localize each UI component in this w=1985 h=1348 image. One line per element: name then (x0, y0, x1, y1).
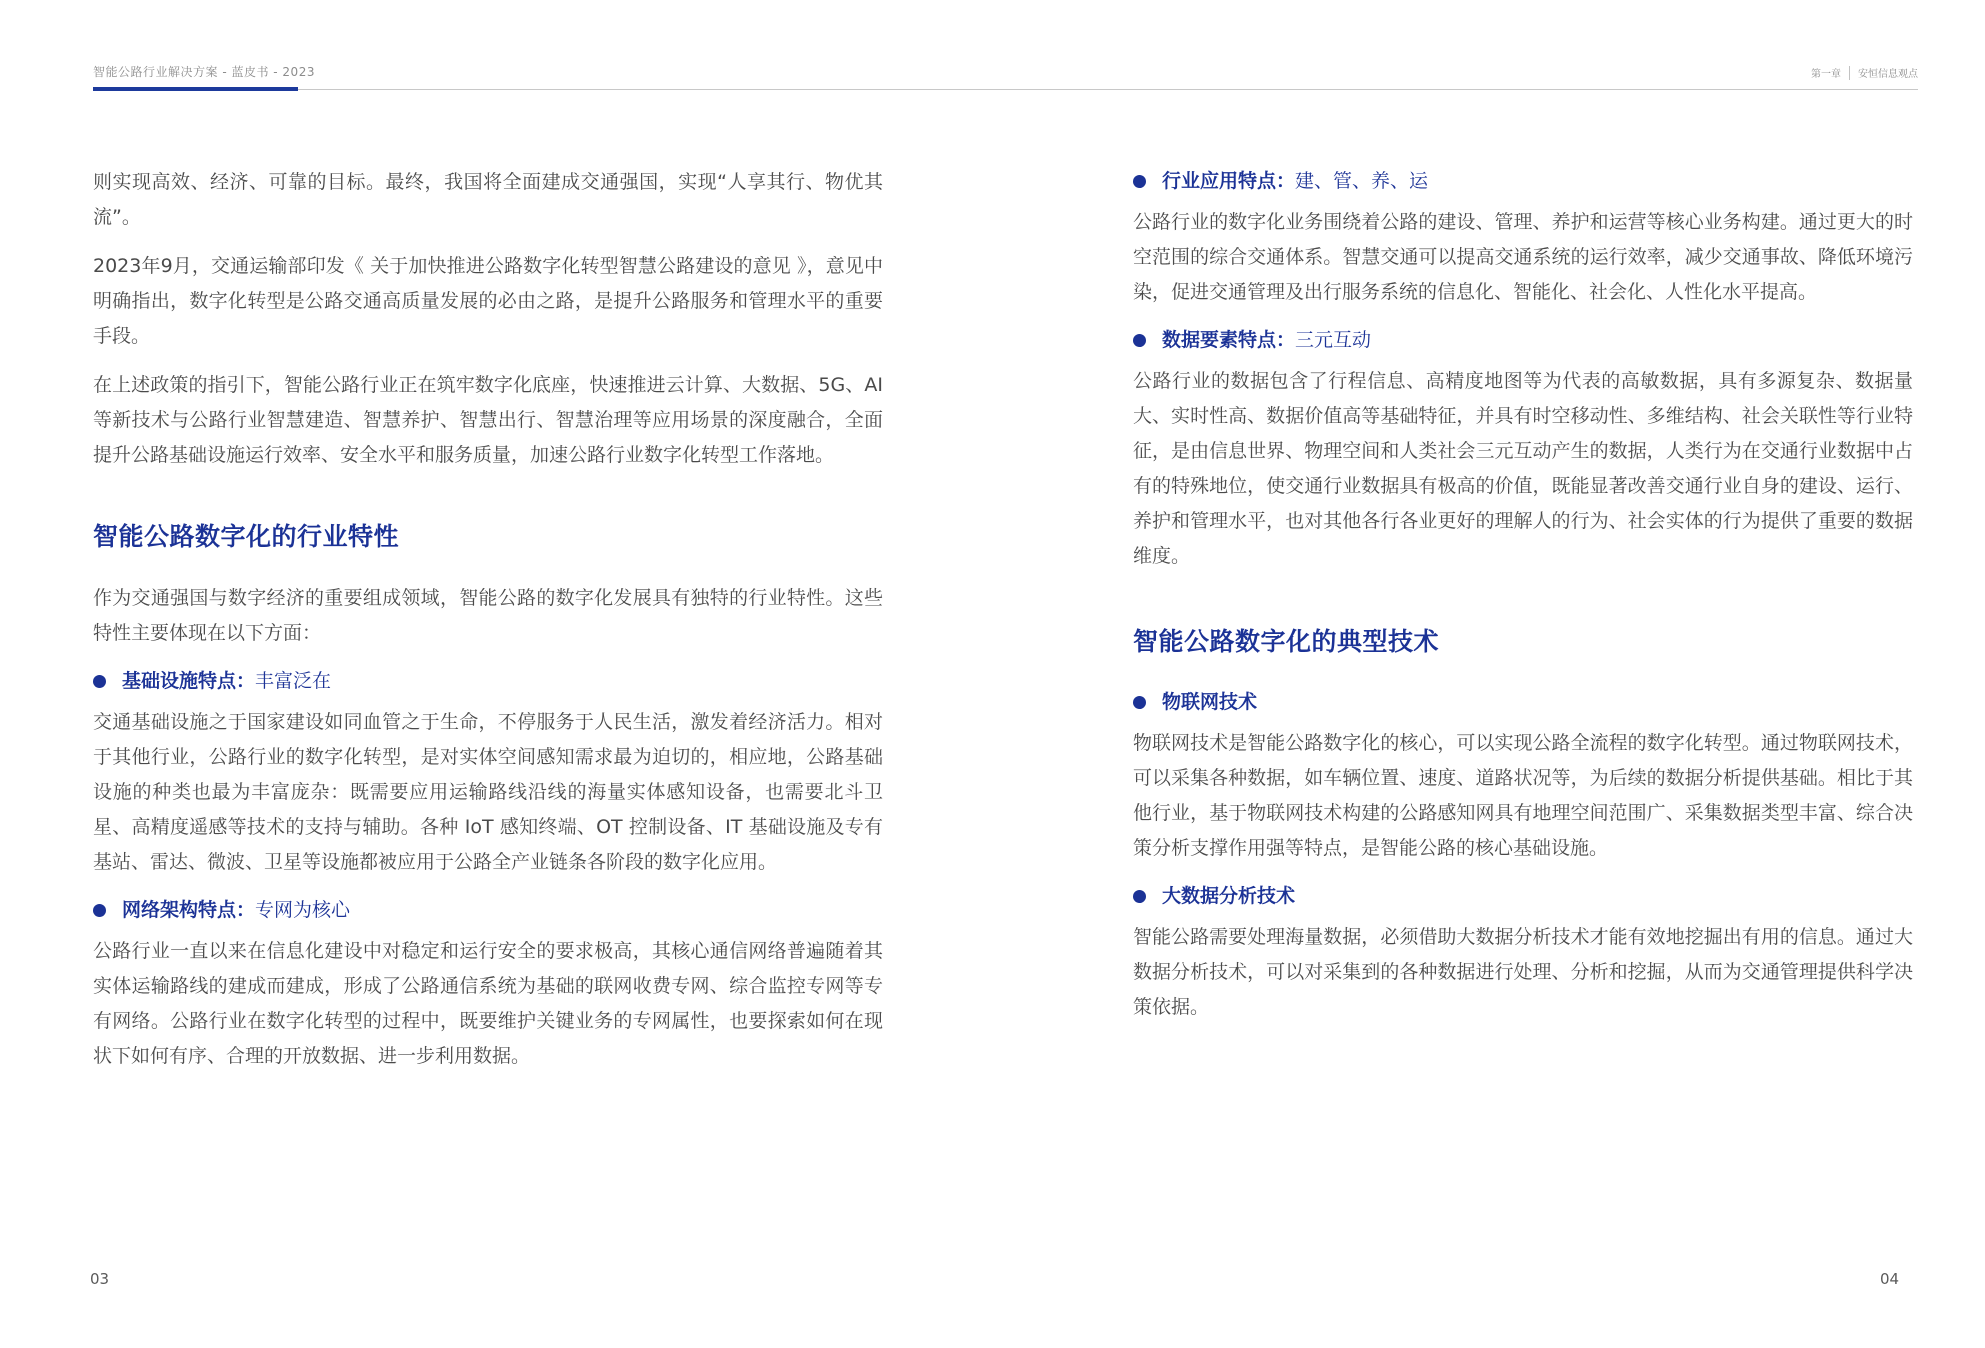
paragraph: 公路行业一直以来在信息化建设中对稳定和运行安全的要求极高，其核心通信网络普遍随着其实体运输路线的建成而建成，形成了公路通信系统为基础的联网收费专网、综合监控专网等专有网络。公路行业在数字化转型的过程中，既要维护关键业务的专网属性，也要探索如何在现状下如何有序、合理的开放数据、进一步利用数据。 (93, 940, 883, 1067)
section-heading: 智能公路数字化的行业特性 (93, 522, 400, 551)
bullet-label: 物联网技术 (1162, 691, 1258, 713)
paragraph: 物联网技术是智能公路数字化的核心，可以实现公路全流程的数字化转型。通过物联网技术，可以采集各种数据，如车辆位置、速度、道路状况等，为后续的数据分析提供基础。相比于其他行业，基于物联网技术构建的公路感知网具有地理空间范围广、采集数据类型丰富、综合决策分析支撑作用强等特点，是智能公路的核心基础设施。 (1133, 732, 1913, 859)
header-title: 智能公路行业解决方案 - 蓝皮书 - 2023 (93, 65, 315, 79)
bullet-label: 基础设施特点： (122, 670, 256, 692)
bullet-label: 行业应用特点： (1162, 170, 1296, 192)
paragraph: 交通基础设施之于国家建设如同血管之于生命，不停服务于人民生活，激发着经济活力。相对于其他行业，公路行业的数字化转型，是对实体空间感知需求最为迫切的，相应地，公路基础设施的种类也最为丰富庞杂：既需要应用运输路线沿线的海量实体感知设备，也需要北斗卫星、高精度遥感等技术的支持与辅助。各种 IoT 感知终端、OT 控制设备、IT 基础设施及专有基站、雷达、微波、卫星等设施都被应用于公路全产业链条各阶段的数字化应用。 (93, 711, 883, 873)
bullet-value: 建、管、养、运 (1295, 170, 1429, 192)
bullet-network (93, 894, 883, 926)
header-rule (93, 89, 1918, 90)
bullet-dot-icon (93, 904, 106, 917)
paragraph: 智能公路需要处理海量数据，必须借助大数据分析技术才能有效地挖掘出有用的信息。通过大数据分析技术，可以对采集到的各种数据进行处理、分析和挖掘，从而为交通管理提供科学决策依据。 (1133, 926, 1913, 1018)
bullet-dot-icon (1133, 890, 1146, 903)
right-column (1133, 165, 1913, 1039)
bullet-dot-icon (1133, 175, 1146, 188)
paragraph: 在上述政策的指引下，智能公路行业正在筑牢数字化底座，快速推进云计算、大数据、5G、AI等新技术与公路行业智慧建造、智慧养护、智慧出行、智慧治理等应用场景的深度融合，全面提升公路基础设施运行效率、安全水平和服务质量，加速公路行业数字化转型工作落地。 (93, 374, 883, 466)
section-heading: 智能公路数字化的典型技术 (1133, 627, 1440, 656)
paragraph: 则实现高效、经济、可靠的目标。最终，我国将全面建成交通强国，实现“人享其行、物优其流”。 (93, 171, 883, 228)
bullet-value: 丰富泛在 (255, 670, 332, 692)
bullet-dot-icon (1133, 334, 1146, 347)
bullet-application (1133, 165, 1913, 197)
bullet-iot (1133, 686, 1913, 718)
paragraph: 作为交通强国与数字经济的重要组成领域，智能公路的数字化发展具有独特的行业特性。这些特性主要体现在以下方面： (93, 587, 883, 644)
bullet-infrastructure (93, 665, 883, 697)
left-column (93, 165, 883, 1088)
header-chapter-info (1811, 65, 1918, 80)
page-number-left: 03 (90, 1270, 110, 1288)
paragraph: 2023年9月，交通运输部印发《 关于加快推进公路数字化转型智慧公路建设的意见 》，意见中明确指出，数字化转型是公路交通高质量发展的必由之路，是提升公路服务和管理水平的重要手段。 (93, 255, 883, 347)
bullet-dot-icon (1133, 696, 1146, 709)
chapter-label: 第一章 (1811, 69, 1841, 80)
paragraph: 公路行业的数字化业务围绕着公路的建设、管理、养护和运营等核心业务构建。通过更大的时空范围的综合交通体系。智慧交通可以提高交通系统的运行效率，减少交通事故、降低环境污染，促进交通管理及出行服务系统的信息化、智能化、社会化、人性化水平提高。 (1133, 211, 1913, 303)
header-rule-accent (93, 87, 298, 91)
bullet-big-data (1133, 880, 1913, 912)
bullet-label: 大数据分析技术 (1162, 885, 1296, 907)
bullet-label: 数据要素特点： (1162, 329, 1296, 351)
bullet-value: 三元互动 (1295, 329, 1372, 351)
bullet-data-elements (1133, 324, 1913, 356)
paragraph: 公路行业的数据包含了行程信息、高精度地图等为代表的高敏数据，具有多源复杂、数据量大、实时性高、数据价值高等基础特征，并具有时空移动性、多维结构、社会关联性等行业特征，是由信息世界、物理空间和人类社会三元互动产生的数据，人类行为在交通行业数据中占有的特殊地位，使交通行业数据具有极高的价值，既能显著改善交通行业自身的建设、运行、养护和管理水平，也对其他各行各业更好的理解人的行为、社会实体的行为提供了重要的数据维度。 (1133, 370, 1913, 567)
bullet-dot-icon (93, 675, 106, 688)
page-number-right: 04 (1880, 1270, 1900, 1288)
header-divider (1849, 66, 1850, 80)
section-label: 安恒信息观点 (1858, 69, 1918, 80)
bullet-label: 网络架构特点： (122, 899, 256, 921)
bullet-value: 专网为核心 (255, 899, 351, 921)
